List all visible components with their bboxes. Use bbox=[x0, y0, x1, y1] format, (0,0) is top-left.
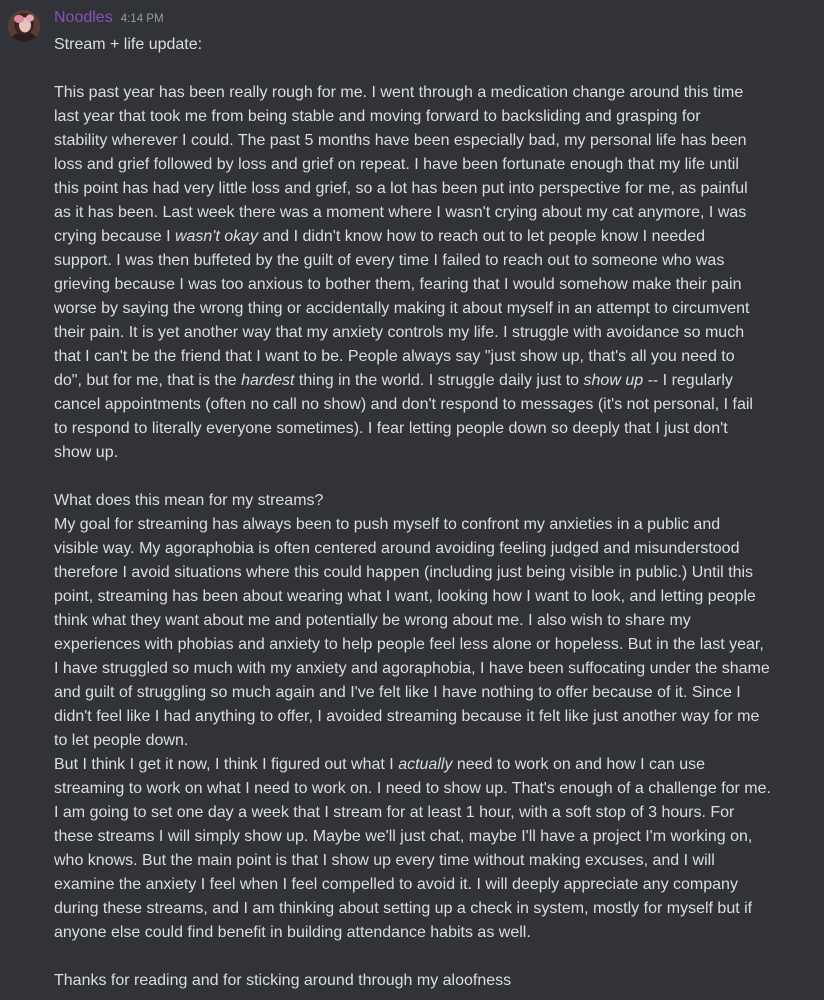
text-segment: as it has been. Last week there was a moment where I wasn't crying about my cat anymore, I was bbox=[54, 204, 747, 221]
text-segment: I am going to set one day a week that I stream for at least 1 hour, with a soft stop of 3 hours. For bbox=[54, 804, 735, 821]
message-header bbox=[54, 9, 798, 33]
text-segment: I have struggled so much with my anxiety and agoraphobia, I have been suffocating under the shame bbox=[54, 660, 770, 677]
text-segment: that I can't be the friend that I want to be. People always say "just show up, that's all you need to bbox=[54, 348, 735, 365]
text-segment: these streams I will simply show up. Maybe we'll just chat, maybe I'll have a project I'm working on, bbox=[54, 828, 753, 845]
message-line bbox=[54, 441, 798, 465]
message-line bbox=[54, 513, 798, 537]
text-segment: My goal for streaming has always been to push myself to confront my anxieties in a public and bbox=[54, 516, 721, 533]
message-line bbox=[54, 153, 798, 177]
message-line bbox=[54, 753, 798, 777]
text-segment: do", but for me, that is the bbox=[54, 372, 242, 389]
text-segment: their pain. It is yet another way that my anxiety controls my life. I struggle with avoidance so much bbox=[54, 324, 745, 341]
text-segment: therefore I avoid situations where this could happen (including just being visible in public.) Until this bbox=[54, 564, 754, 581]
message-line bbox=[54, 393, 798, 417]
text-segment: cancel appointments (often no call no show) and don't respond to messages (it's not personal, I fail bbox=[54, 396, 753, 413]
message-line bbox=[54, 777, 798, 801]
text-segment: think what they want about me and potentially be wrong about me. I also wish to share my bbox=[54, 612, 691, 629]
text-segment: streaming to work on what I need to work on. I need to show up. That's enough of a challenge for me. bbox=[54, 780, 771, 797]
message-line bbox=[54, 249, 798, 273]
message-line bbox=[54, 369, 798, 393]
text-segment: What does this mean for my streams? bbox=[54, 492, 324, 509]
text-segment: This past year has been really rough for me. I went through a medication change around this time bbox=[54, 84, 744, 101]
text-segment: and I didn't know how to reach out to let people know I needed bbox=[258, 228, 705, 245]
message-line bbox=[54, 345, 798, 369]
message-line bbox=[54, 489, 798, 513]
message-line bbox=[54, 873, 798, 897]
message-line bbox=[54, 129, 798, 153]
text-segment: to let people down. bbox=[54, 732, 189, 749]
text-segment: didn't feel like I had anything to offer, I avoided streaming because it felt like just another way for me bbox=[54, 708, 760, 725]
message-line bbox=[54, 705, 798, 729]
message-line bbox=[54, 225, 798, 249]
text-segment: who knows. But the main point is that I show up every time without making excuses, and I will bbox=[54, 852, 715, 869]
text-segment: and guilt of struggling so much again and I've felt like I have nothing to offer because of it. Since I bbox=[54, 684, 741, 701]
message-line bbox=[54, 849, 798, 873]
message-line bbox=[54, 177, 798, 201]
blank-line bbox=[54, 57, 798, 81]
text-segment: to respond to literally everyone sometimes). I fear letting people down so deeply that I just don't bbox=[54, 420, 728, 437]
username[interactable]: Noodles bbox=[54, 9, 113, 26]
message-line bbox=[54, 729, 798, 753]
avatar[interactable] bbox=[8, 10, 40, 42]
italic-text: hardest bbox=[241, 372, 295, 389]
text-segment: experiences with phobias and anxiety to help people feel less alone or hopeless. But in the last year, bbox=[54, 636, 764, 653]
message-line bbox=[54, 273, 798, 297]
message-line bbox=[54, 825, 798, 849]
text-segment: grieving because I was too anxious to bother them, fearing that I would somehow make their pain bbox=[54, 276, 742, 293]
avatar-image-icon bbox=[8, 10, 40, 42]
text-segment: thing in the world. I struggle daily just to bbox=[294, 372, 584, 389]
italic-text: actually bbox=[398, 756, 453, 773]
text-segment: visible way. My agoraphobia is often centered around avoiding feeling judged and misunderstood bbox=[54, 540, 740, 557]
message-line bbox=[54, 33, 798, 57]
text-segment: crying because I bbox=[54, 228, 175, 245]
text-segment: worse by saying the wrong thing or accidentally making it about myself in an attempt to circumvent bbox=[54, 300, 750, 317]
text-segment: during these streams, and I am thinking about setting up a check in system, mostly for myself but if bbox=[54, 900, 753, 917]
italic-text: show up bbox=[583, 372, 644, 389]
text-segment: this point has had very little loss and grief, so a lot has been put into perspective for me, as painful bbox=[54, 180, 748, 197]
blank-line bbox=[54, 945, 798, 969]
message-line bbox=[54, 537, 798, 561]
text-segment: examine the anxiety I feel when I feel compelled to avoid it. I will deeply appreciate any company bbox=[54, 876, 738, 893]
message-content bbox=[54, 33, 798, 993]
message-line bbox=[54, 321, 798, 345]
message-line bbox=[54, 201, 798, 225]
message-line bbox=[54, 921, 798, 945]
message-line bbox=[54, 561, 798, 585]
message-line bbox=[54, 681, 798, 705]
message-line bbox=[54, 969, 798, 993]
text-segment: stability wherever I could. The past 5 months have been especially bad, my personal life has been bbox=[54, 132, 747, 149]
text-segment: need to work on and how I can use bbox=[452, 756, 706, 773]
message-line bbox=[54, 609, 798, 633]
text-segment: But I think I get it now, I think I figured out what I bbox=[54, 756, 399, 773]
text-segment: -- I regularly bbox=[643, 372, 733, 389]
text-segment: last year that took me from being stable and moving forward to backsliding and grasping for bbox=[54, 108, 701, 125]
text-segment: Thanks for reading and for sticking around through my aloofness bbox=[54, 972, 512, 989]
text-segment: loss and grief followed by loss and grief on repeat. I have been fortunate enough that my life until bbox=[54, 156, 739, 173]
text-segment: support. I was then buffeted by the guilt of every time I failed to reach out to someone who was bbox=[54, 252, 725, 269]
blank-line bbox=[54, 465, 798, 489]
message-line bbox=[54, 81, 798, 105]
message-line bbox=[54, 633, 798, 657]
italic-text: wasn't okay bbox=[174, 228, 259, 245]
message-line bbox=[54, 417, 798, 441]
text-segment: anyone else could find benefit in building attendance habits as well. bbox=[54, 924, 531, 941]
message-line bbox=[54, 297, 798, 321]
text-segment: Stream + life update: bbox=[54, 36, 203, 53]
message-line bbox=[54, 657, 798, 681]
message-line bbox=[54, 585, 798, 609]
text-segment: point, streaming has been about wearing what I want, looking how I want to look, and letting people bbox=[54, 588, 756, 605]
timestamp[interactable]: 4:14 PM bbox=[120, 13, 164, 25]
message-line bbox=[54, 105, 798, 129]
text-segment: show up. bbox=[54, 444, 119, 461]
message-line bbox=[54, 897, 798, 921]
message-line bbox=[54, 801, 798, 825]
